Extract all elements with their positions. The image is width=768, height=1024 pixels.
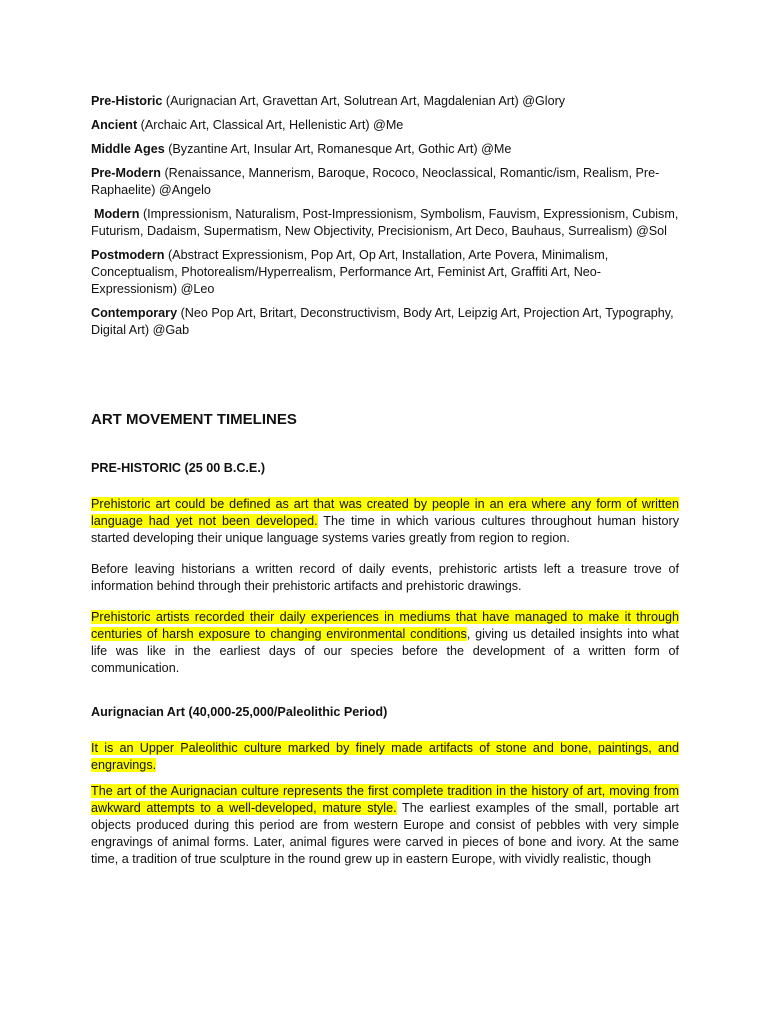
- aurignacian-title: Aurignacian Art (40,000-25,000/Paleolithic Period): [91, 705, 388, 719]
- period-name: Modern: [94, 207, 140, 221]
- prehistoric-paragraph-1: [91, 496, 679, 547]
- period-entry-modern: [91, 206, 679, 240]
- section-heading: ART MOVEMENT TIMELINES: [91, 411, 297, 428]
- period-name: Middle Ages: [91, 142, 165, 156]
- period-entry-middle-ages: [91, 141, 679, 158]
- period-detail: (Aurignacian Art, Gravettan Art, Solutrean Art, Magdalenian Art) @Glory: [162, 94, 566, 108]
- period-name: Postmodern: [91, 248, 165, 262]
- period-detail: (Abstract Expressionism, Pop Art, Op Art, Installation, Arte Povera, Minimalism, Conceptualism, Photorealism/Hyperrealism, Performance Art, Feminist Art, Graffiti Art, Neo-Expressionism) @Leo: [91, 248, 609, 296]
- aurignacian-paragraph-2: [91, 783, 679, 868]
- period-detail: (Byzantine Art, Insular Art, Romanesque Art, Gothic Art) @Me: [164, 142, 512, 156]
- period-entry-contemporary: [91, 305, 679, 339]
- period-entry-postmodern: [91, 247, 679, 298]
- period-detail: (Neo Pop Art, Britart, Deconstructivism, Body Art, Leipzig Art, Projection Art, Typography, Digital Art) @Gab: [91, 306, 674, 337]
- period-detail: (Archaic Art, Classical Art, Hellenistic Art) @Me: [137, 118, 404, 132]
- prehistoric-title: PRE-HISTORIC (25 00 B.C.E.): [91, 461, 266, 475]
- body-text: , giving us detailed insights into what life was like in the earliest days of our species before the development of a written form of communication.: [91, 627, 680, 675]
- period-entry-prehistoric: [91, 93, 679, 110]
- highlighted-text: Prehistoric art could be defined as art that was created by people in an era where any form of written language had yet not been developed.: [91, 497, 679, 528]
- body-text: The time in which various cultures throughout human history started developing their unique language systems varies greatly from region to region.: [91, 514, 679, 545]
- prehistoric-paragraph-3: [91, 609, 679, 677]
- highlighted-text: It is an Upper Paleolithic culture marked by finely made artifacts of stone and bone, paintings, and engravings.: [91, 741, 679, 772]
- period-detail: (Impressionism, Naturalism, Post-Impressionism, Symbolism, Fauvism, Expressionism, Cubism, Futurism, Dadaism, Supermatism, New Objectivity, Precisionism, Art Deco, Bauhaus, Surrealism) @Sol: [91, 207, 679, 238]
- period-entry-pre-modern: [91, 165, 679, 199]
- body-text: The earliest examples of the small, portable art objects produced during this period are from western Europe and consist of pebbles with very simple engravings of animal forms. Later, animal figures were carved in pieces of bone and ivory. At the same time, a tradition of true sculpture in the round grew up in eastern Europe, with vividly realistic, though: [91, 801, 679, 866]
- prehistoric-paragraph-2: Before leaving historians a written record of daily events, prehistoric artists left a treasure trove of information behind through their prehistoric artifacts and prehistoric drawings.: [91, 562, 679, 593]
- period-detail: (Renaissance, Mannerism, Baroque, Rococo, Neoclassical, Romantic/ism, Realism, Pre-Raphaelite) @Angelo: [91, 166, 660, 197]
- period-name: Ancient: [91, 118, 138, 132]
- period-name: Pre-Modern: [91, 166, 161, 180]
- highlighted-text: The art of the Aurignacian culture represents the first complete tradition in the history of art, moving from awkward attempts to a well-developed, mature style.: [91, 784, 679, 815]
- highlighted-text: Prehistoric artists recorded their daily experiences in mediums that have managed to make it through centuries of harsh exposure to changing environmental conditions: [91, 610, 679, 641]
- period-entry-ancient: [91, 117, 679, 134]
- period-name: Pre-Historic: [91, 94, 163, 108]
- period-name: Contemporary: [91, 306, 178, 320]
- document-body: [91, 93, 679, 868]
- aurignacian-paragraph-1: [91, 740, 679, 774]
